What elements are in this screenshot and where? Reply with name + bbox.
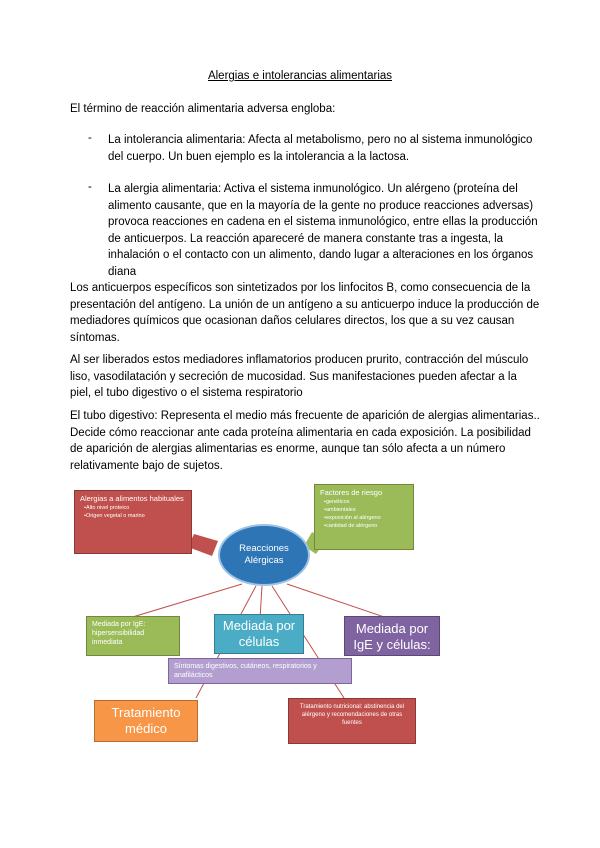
- paragraph-mediators: Al ser liberados estos mediadores inflamatorios producen prurito, contracción del músculo liso, vasodilatación y secreción de mucosidad. Sus manifestaciones pueden afectar a la piel, el tubo digestivo o el sistema respiratorio: [70, 354, 529, 399]
- box-medical-treatment: Tratamiento médico: [94, 700, 198, 742]
- page-title: Alergias e intolerancias alimentarias: [207, 70, 393, 82]
- bullet-intolerance: La intolerancia alimentaria: Afecta al metabolismo, pero no al sistema inmunológico del cuerpo. Un buen ejemplo es la intolerancia a la lactosa.: [108, 134, 533, 163]
- box-risk-factors: Factores de riesgo • genéticos • ambientales • exposición al alérgeno • cantidad de alérgeno: [314, 484, 414, 550]
- allergy-diagram: [72, 476, 532, 752]
- box-cell-mediated: Mediada por células: [214, 614, 304, 654]
- center-reactions: Reacciones Alérgicas: [218, 524, 310, 586]
- box-nutritional-treatment: Tratamiento nutricional: abstinencia del alérgeno y recomendaciones de otras fuentes: [288, 698, 416, 744]
- bullet-allergy: La alergia alimentaria: Activa el sistema inmunológico. Un alérgeno (proteína del alimento causante, que en la mayoría de la gente no produce reacciones adversas) provoca reacciones en cadena en el sistema inmunológico, entre ellas la producción de anticuerpos. La reacción apareceré de manera constante tras a ingesta, la inhalación o el contacto con un alimento, dando lugar a alteraciones en los órganos diana: [108, 183, 538, 278]
- bullet-marker: -: [88, 181, 92, 193]
- arrow-left: [188, 534, 218, 556]
- box-ige-mediated: Mediada por IgE: hipersensibilidad inmediata: [86, 616, 180, 656]
- intro-paragraph: El término de reacción alimentaria adversa engloba:: [70, 103, 336, 115]
- box-symptoms: Síntomas digestivos, cutáneos, respiratorios y anafilácticos: [168, 658, 352, 684]
- box-habitual-foods: Alergias a alimentos habituales • Alto nivel proteico • Origen vegetal o marino: [74, 490, 192, 554]
- box-ige-and-cells: Mediada por IgE y células:: [344, 616, 440, 656]
- bullet-marker: -: [88, 132, 92, 144]
- paragraph-antibodies: Los anticuerpos específicos son sintetizados por los linfocitos B, como consecuencia de la presentación del antígeno. La unión de un antígeno a su anticuerpo induce la producción de mediadores químicos que ocasionan daños celulares directos, los que a su vez causan síntomas.: [70, 282, 540, 344]
- paragraph-digestive: El tubo digestivo: Representa el medio más frecuente de aparición de alergias alimentarias.. Decide cómo reaccionar ante cada proteína alimentaria en cada exposición. La posibilidad de aparición de alergias alimentarias es enorme, aunque tan sólo afecta a un número relativamente bajo de sujetos.: [70, 410, 540, 472]
